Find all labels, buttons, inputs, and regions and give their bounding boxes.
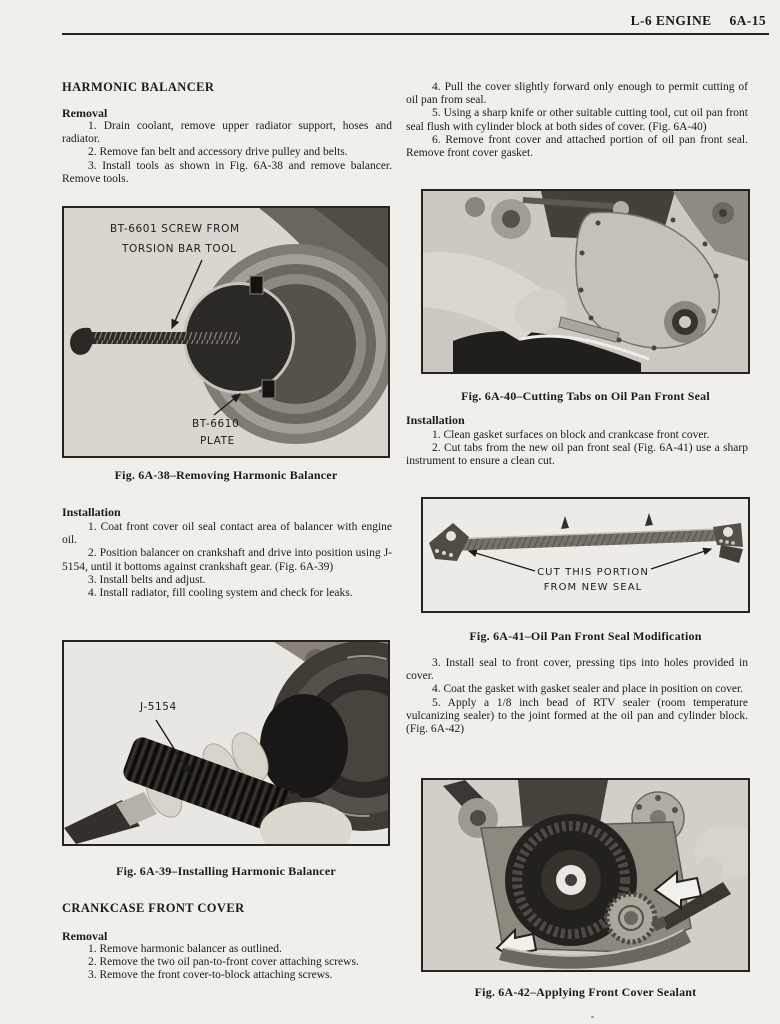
subheading-installation-2: Installation bbox=[406, 413, 465, 427]
header-title: L-6 ENGINE bbox=[630, 13, 712, 28]
step-text: 4. Install radiator, fill cooling system and check for leaks. bbox=[88, 587, 353, 600]
figure-6a-41 bbox=[421, 497, 750, 613]
step-text: 2. Remove the two oil pan-to-front cover attaching screws. bbox=[88, 956, 359, 969]
removal-steps-list bbox=[62, 120, 392, 186]
step-text: 3. Install belts and adjust. bbox=[88, 573, 206, 586]
section-heading-harmonic-balancer: HARMONIC BALANCER bbox=[62, 80, 215, 94]
step-text: 1. Remove harmonic balancer as outlined. bbox=[88, 943, 282, 955]
section-heading-crankcase-front-cover: CRANKCASE FRONT COVER bbox=[62, 901, 245, 915]
step-text: 5. Using a sharp knife or other suitable cutting tool, cut oil pan front seal flush with cylinder block at both sides of cover. (Fig. 6A-40) bbox=[406, 107, 748, 133]
step-text: 6. Remove front cover and attached portion of oil pan front seal. Remove front cover gasket. bbox=[406, 133, 748, 160]
scan-speck bbox=[591, 1016, 594, 1018]
step-text: 4. Pull the cover slightly forward only enough to permit cutting of oil pan from seal. bbox=[406, 81, 748, 107]
crankcase-removal-steps-list bbox=[62, 943, 392, 983]
header-divider bbox=[62, 33, 769, 35]
figure-caption-6a-42: Fig. 6A-42–Applying Front Cover Sealant bbox=[474, 985, 697, 999]
figure-caption-6a-41: Fig. 6A-41–Oil Pan Front Seal Modification bbox=[469, 629, 702, 643]
figure-caption-6a-39: Fig. 6A-39–Installing Harmonic Balancer bbox=[116, 864, 336, 878]
photo-cutting-tabs-oil-pan-seal bbox=[423, 191, 748, 372]
step-text: 2. Position balancer on crankshaft and drive into position using J-5154, until it bottoms against crankshaft gear. (Fig. 6A-39) bbox=[62, 547, 392, 573]
step-text: 2. Remove fan belt and accessory drive pulley and belts. bbox=[88, 146, 348, 159]
step-text: 1. Clean gasket surfaces on block and crankcase front cover. bbox=[432, 429, 710, 441]
step-text: 2. Cut tabs from the new oil pan front seal (Fig. 6A-41) use a sharp instrument to ensure a clean cut. bbox=[406, 442, 748, 468]
subheading-removal-2: Removal bbox=[62, 929, 108, 943]
header-page-number: 6A-15 bbox=[729, 13, 766, 28]
step-text: 3. Install seal to front cover, pressing tips into holes provided in cover. bbox=[406, 657, 748, 683]
step-text: 1. Coat front cover oil seal contact area of balancer with engine oil. bbox=[62, 521, 392, 547]
step-text: 3. Install tools as shown in Fig. 6A-38 and remove balancer. Remove tools. bbox=[62, 159, 392, 185]
installation-steps-3-5-list bbox=[406, 657, 748, 736]
figure-6a-38 bbox=[62, 206, 390, 458]
photo-applying-front-cover-sealant bbox=[423, 780, 748, 970]
installation-steps-1-2-list bbox=[406, 429, 748, 469]
callout-j5154: J-5154 bbox=[140, 701, 177, 713]
installer-base bbox=[260, 694, 348, 798]
callout-cut-portion: CUT THIS PORTION bbox=[537, 567, 649, 578]
figure-caption-6a-38: Fig. 6A-38–Removing Harmonic Balancer bbox=[114, 468, 338, 482]
callout-cut-portion-line2: FROM NEW SEAL bbox=[543, 582, 643, 593]
figure-6a-42 bbox=[421, 778, 750, 972]
photo-removing-harmonic-balancer bbox=[64, 208, 388, 456]
callout-plate: PLATE bbox=[200, 435, 235, 447]
callout-bt6610: BT-6610 bbox=[192, 418, 240, 430]
figure-caption-6a-40: Fig. 6A-40–Cutting Tabs on Oil Pan Front Seal bbox=[461, 389, 710, 403]
figure-6a-40 bbox=[421, 189, 750, 374]
step-text: 5. Apply a 1/8 inch bead of RTV sealer (room temperature vulcanizing sealer) to the joint formed at the oil pan and cylinder block. (Fig. 6A-42) bbox=[406, 696, 748, 736]
crank-gear bbox=[607, 894, 655, 942]
page-header bbox=[631, 13, 766, 29]
step-text: 1. Drain coolant, remove upper radiator support, hoses and radiator. bbox=[62, 120, 392, 146]
step-text: 3. Remove the front cover-to-block attaching screws. bbox=[88, 969, 333, 982]
photo-oil-pan-seal-modification bbox=[423, 499, 748, 611]
step-text: 4. Coat the gasket with gasket sealer and place in position on cover. bbox=[432, 683, 744, 696]
installation-steps-list bbox=[62, 521, 392, 600]
subheading-removal: Removal bbox=[62, 106, 108, 120]
removal-steps-continued-list bbox=[406, 81, 748, 160]
callout-bt6601: BT-6601 SCREW FROM bbox=[110, 223, 240, 235]
callout-bt6601-line2: TORSION BAR TOOL bbox=[122, 243, 237, 255]
figure-6a-39 bbox=[62, 640, 390, 846]
photo-installing-harmonic-balancer bbox=[64, 642, 388, 844]
subheading-installation: Installation bbox=[62, 505, 121, 519]
